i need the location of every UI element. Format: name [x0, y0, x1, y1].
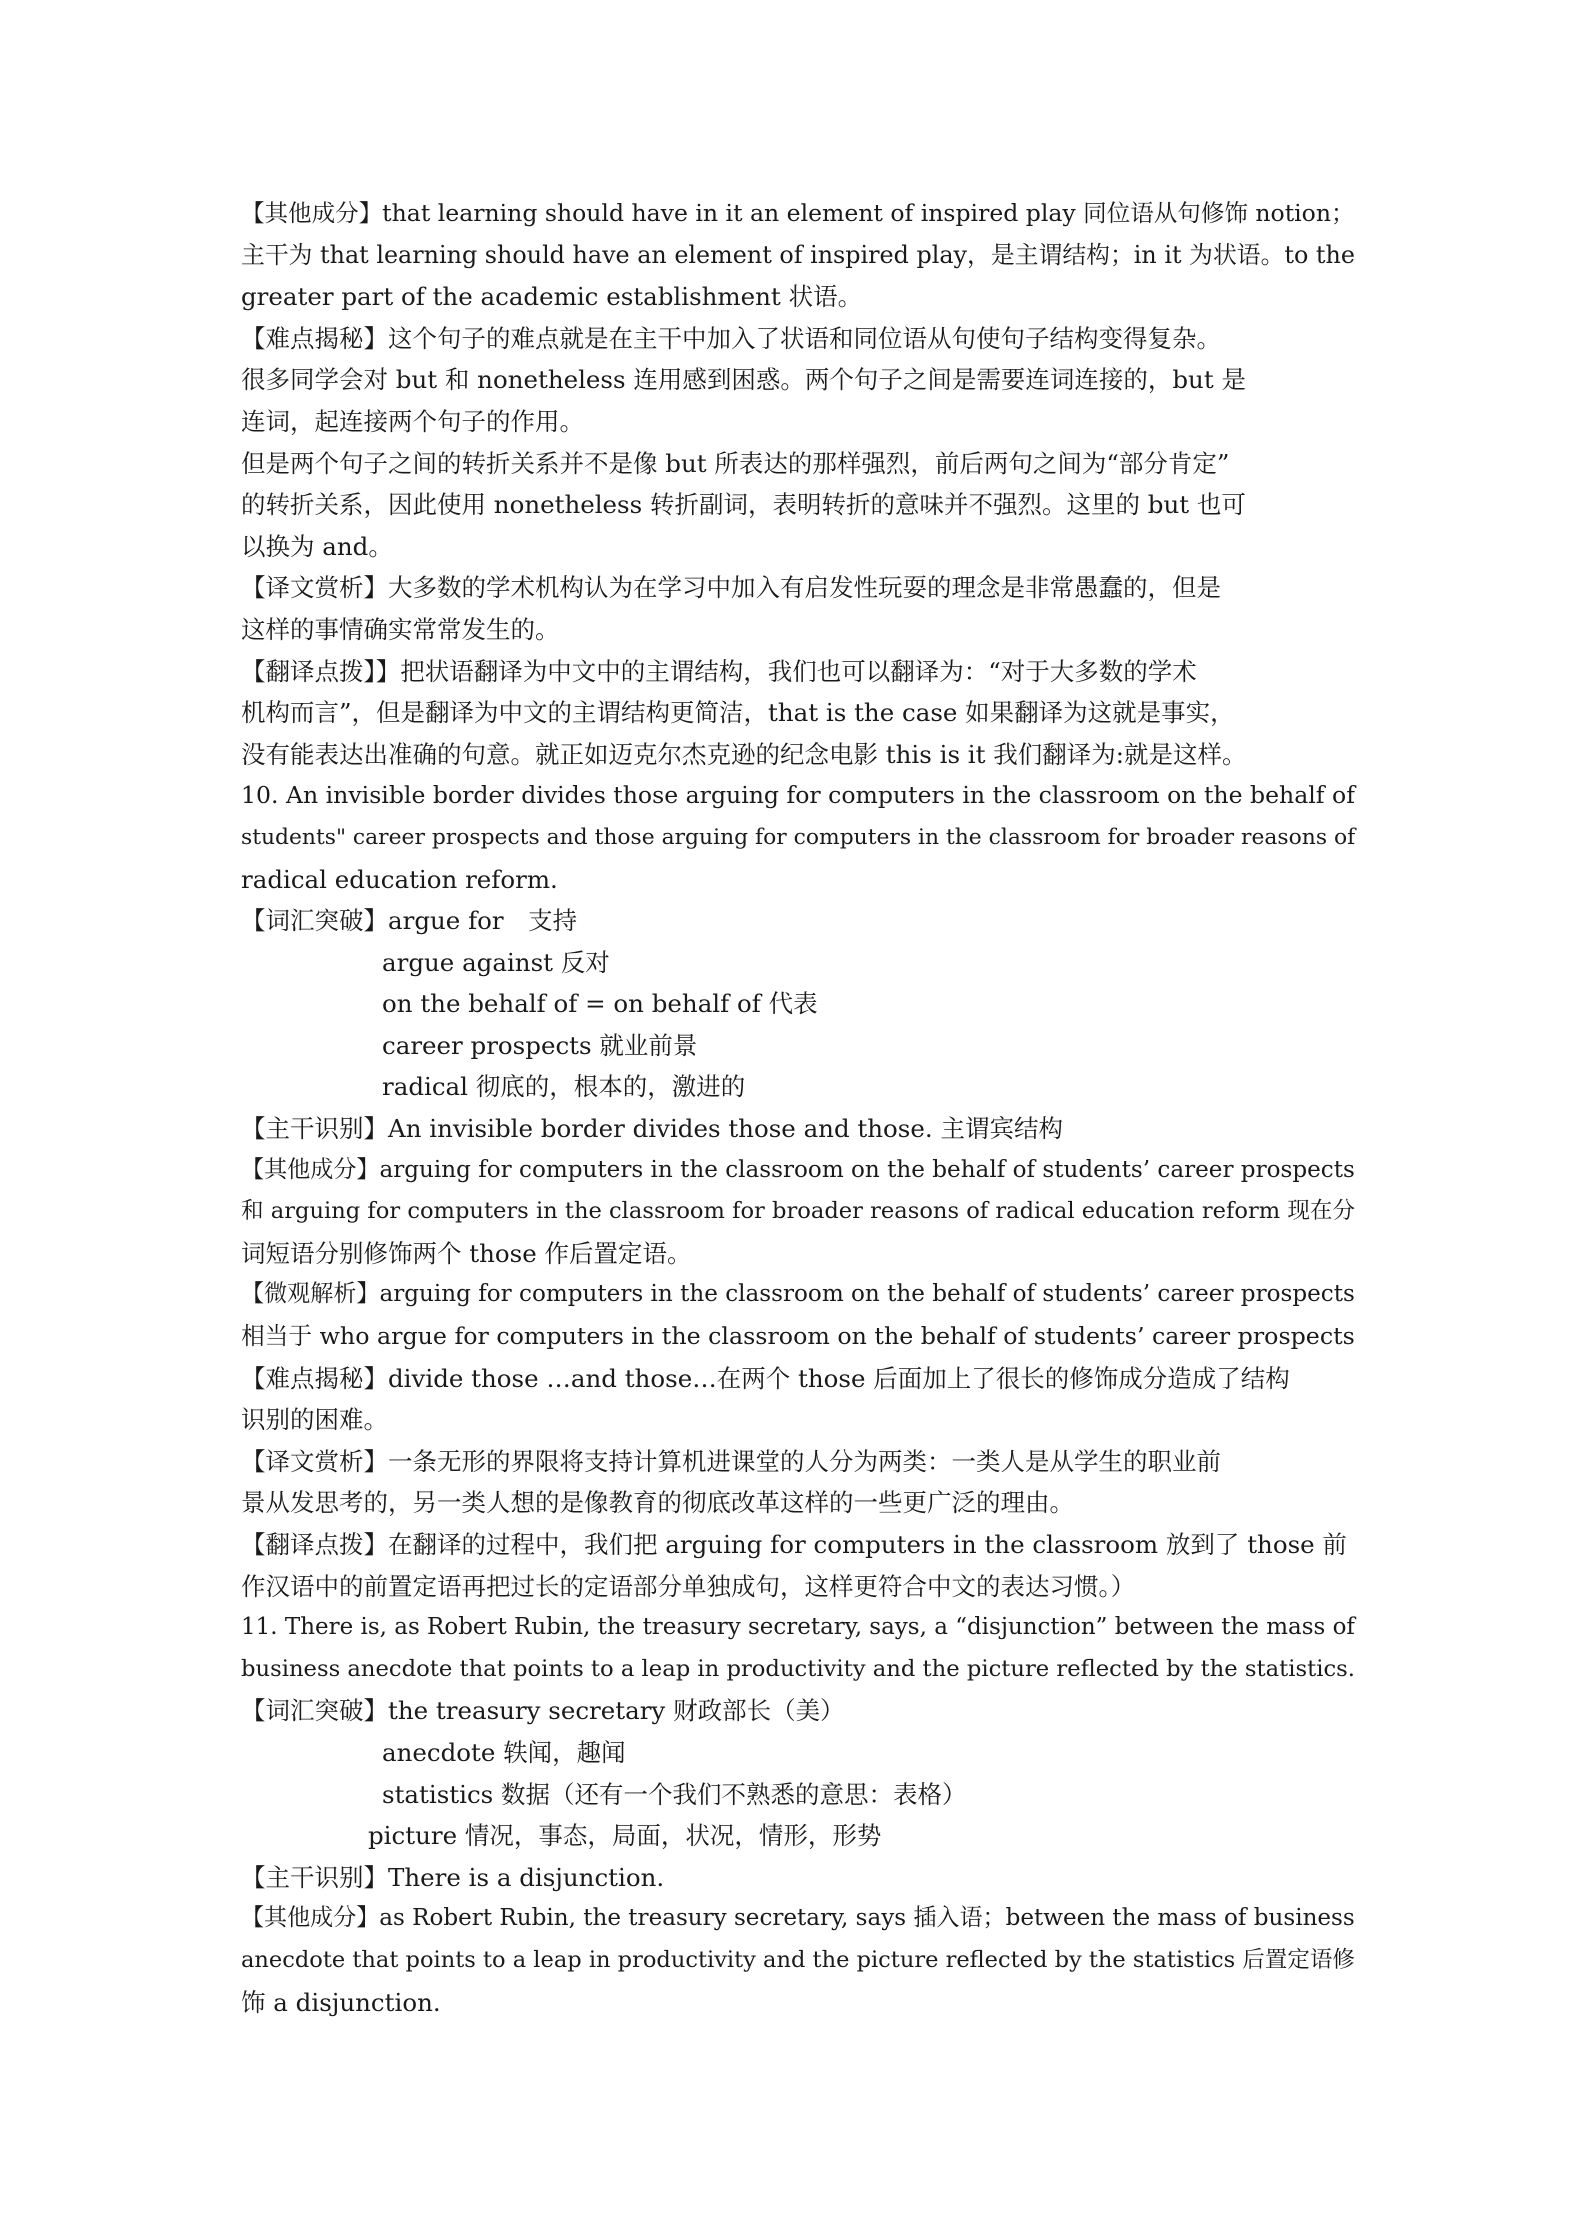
text-line: anecdote that points to a leap in productivity and the picture reflected by the statistics 后置定语修 [241, 1946, 1355, 1973]
text-line: statistics 数据（还有一个我们不熟悉的意思：表格） [382, 1779, 967, 1809]
text-line: 【词汇突破】the treasury secretary 财政部长（美） [241, 1696, 845, 1726]
text-line: picture 情况，事态，局面，状况，情形，形势 [368, 1821, 882, 1851]
text-line: anecdote 轶闻，趣闻 [382, 1737, 626, 1767]
text-line: greater part of the academic establishment 状语。 [241, 282, 863, 312]
text-line: 主干为 that learning should have an element of inspired play，是主谓结构；in it 为状语。to the [241, 240, 1355, 269]
text-line: 【翻译点拨】】把状语翻译为中文中的主谓结构，我们也可以翻译为：“对于大多数的学术 [241, 656, 1197, 686]
document-body [241, 193, 1361, 2023]
text-line: 很多同学会对 but 和 nonetheless 连用感到困惑。两个句子之间是需要连词连接的，but 是 [241, 365, 1246, 395]
text-line: 饰 a disjunction. [241, 1987, 441, 2017]
text-line: radical education reform. [241, 864, 558, 894]
text-line: 没有能表达出准确的句意。就正如迈克尔杰克逊的纪念电影 this is it 我们翻译为:就是这样。 [241, 739, 1247, 769]
text-line: 词短语分别修饰两个 those 作后置定语。 [241, 1238, 692, 1268]
text-line: 识别的困难。 [241, 1405, 388, 1435]
text-line: 【译文赏析】大多数的学术机构认为在学习中加入有启发性玩耍的理念是非常愚蠢的，但是 [241, 573, 1221, 603]
text-line: 景从发思考的，另一类人想的是像教育的彻底改革这样的一些更广泛的理由。 [241, 1488, 1074, 1518]
text-line: 但是两个句子之间的转折关系并不是像 but 所表达的那样强烈，前后两句之间为“部分肯定” [241, 448, 1230, 478]
text-line: radical 彻底的，根本的，激进的 [382, 1072, 746, 1102]
text-line: 11. There is, as Robert Rubin, the treasury secretary, says, a “disjunction” between the mass of [241, 1614, 1355, 1641]
text-line: students" career prospects and those arguing for computers in the classroom for broader reasons of [241, 824, 1356, 850]
text-line: 【翻译点拨】在翻译的过程中，我们把 arguing for computers in the classroom 放到了 those 前 [241, 1530, 1347, 1559]
text-line: 【其他成分】as Robert Rubin, the treasury secretary, says 插入语；between the mass of business [241, 1905, 1355, 1932]
text-line: 【主干识别】An invisible border divides those and those. 主谓宾结构 [241, 1114, 1063, 1144]
text-line: 【难点揭秘】这个句子的难点就是在主干中加入了状语和同位语从句使句子结构变得复杂。 [241, 323, 1221, 353]
text-line: 的转折关系，因此使用 nonetheless 转折副词，表明转折的意味并不强烈。这里的 but 也可 [241, 490, 1246, 520]
text-line: 【主干识别】There is a disjunction. [241, 1862, 665, 1892]
text-line: 【其他成分】that learning should have in it an element of inspired play 同位语从句修饰 notion； [241, 199, 1355, 227]
text-line: 连词，起连接两个句子的作用。 [241, 406, 584, 436]
text-line: 【其他成分】arguing for computers in the classroom on the behalf of students’ career prospects [241, 1156, 1355, 1183]
text-line: 【译文赏析】一条无形的界限将支持计算机进课堂的人分为两类：一类人是从学生的职业前 [241, 1446, 1221, 1476]
text-line: 【微观解析】arguing for computers in the classroom on the behalf of students’ career prospects [241, 1281, 1355, 1308]
text-line: 机构而言”，但是翻译为中文的主谓结构更简洁，that is the case 如果翻译为这就是事实， [241, 698, 1235, 728]
text-line: 【难点揭秘】divide those …and those…在两个 those 后面加上了很长的修饰成分造成了结构 [241, 1363, 1290, 1393]
text-line: 这样的事情确实常常发生的。 [241, 614, 560, 644]
text-line: 相当于 who argue for computers in the classroom on the behalf of students’ career prospects [241, 1322, 1355, 1351]
text-line: career prospects 就业前景 [382, 1030, 698, 1060]
text-line: 和 arguing for computers in the classroom for broader reasons of radical education reform 现在分 [241, 1198, 1356, 1225]
text-line: argue against 反对 [382, 947, 610, 977]
text-line: 以换为 and。 [241, 531, 393, 561]
text-line: 10. An invisible border divides those arguing for computers in the classroom on the behalf of [241, 781, 1355, 810]
text-line: on the behalf of = on behalf of 代表 [382, 989, 818, 1019]
text-line: 【词汇突破】argue for 支持 [241, 906, 578, 936]
text-line: business anecdote that points to a leap in productivity and the picture reflected by the statistics. [241, 1655, 1355, 1682]
text-line: 作汉语中的前置定语再把过长的定语部分单独成句，这样更符合中文的表达习惯。） [241, 1571, 1136, 1601]
